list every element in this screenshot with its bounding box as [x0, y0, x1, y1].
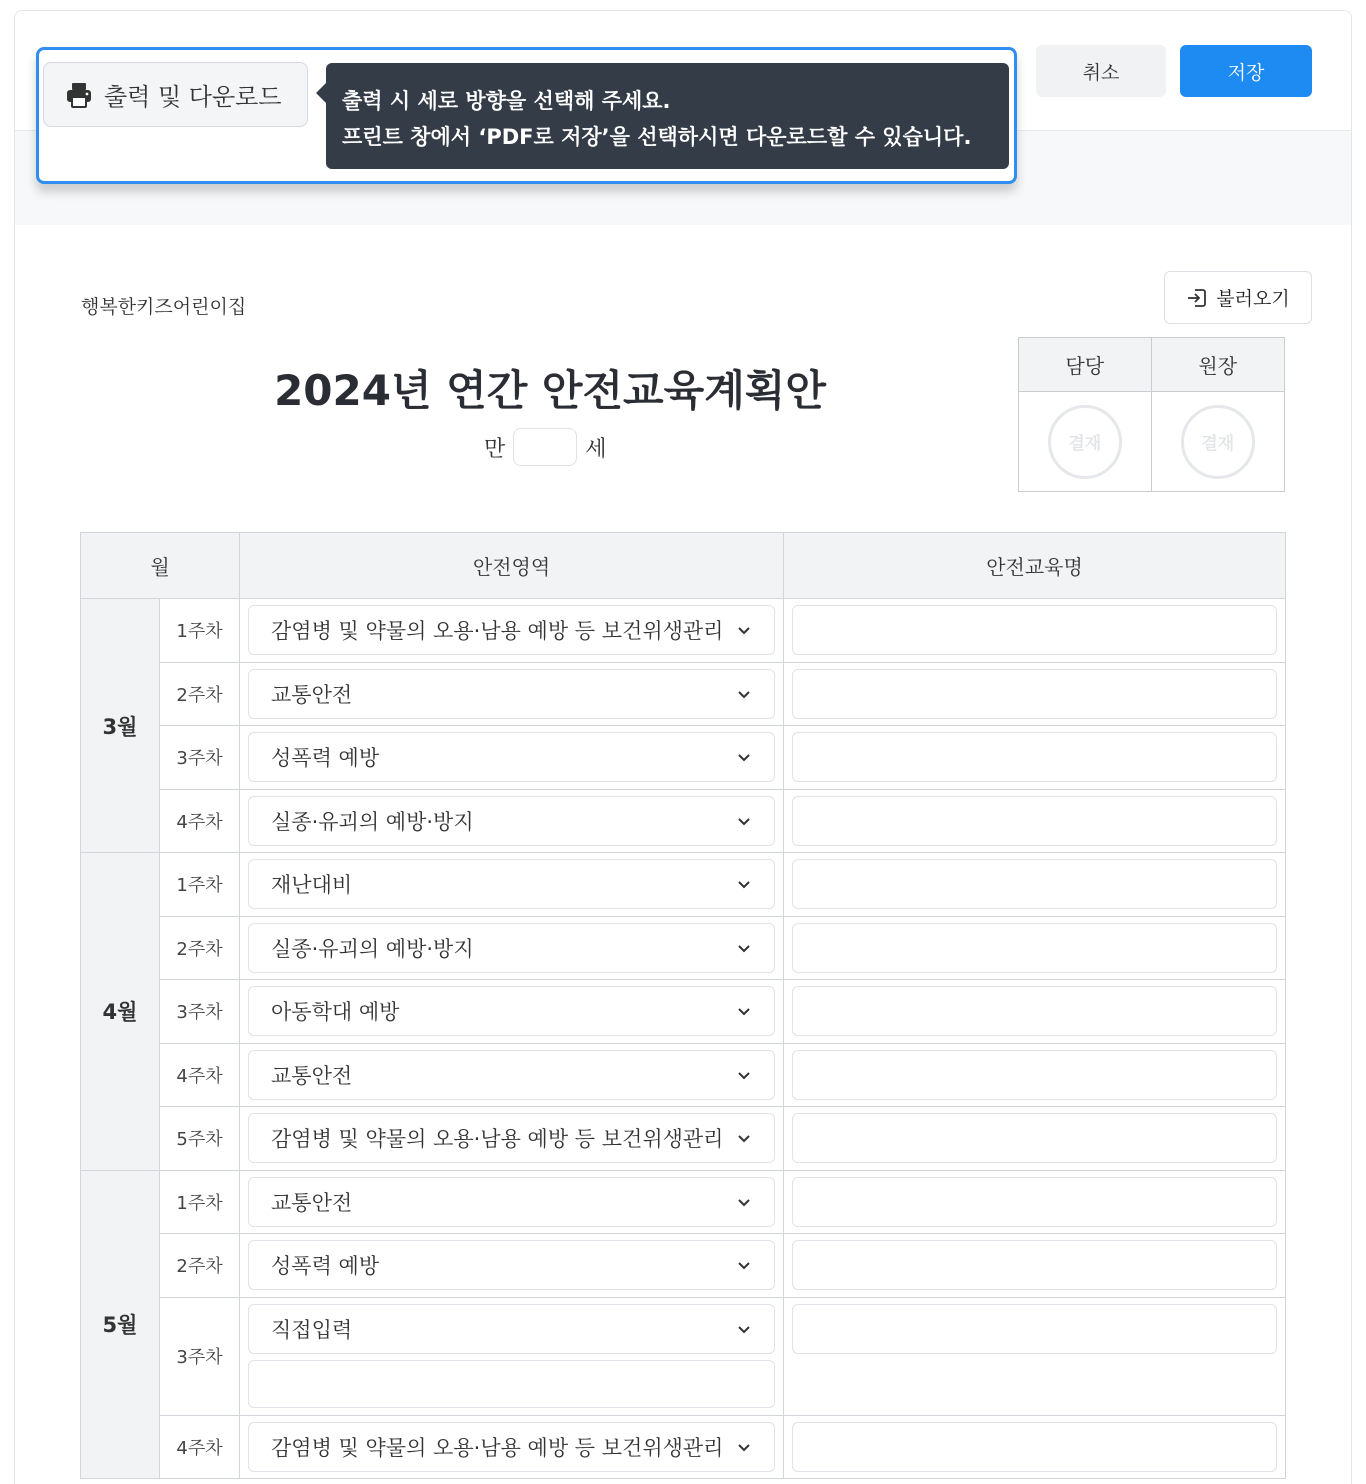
education-name-input[interactable]	[792, 1240, 1277, 1290]
area-select-value: 재난대비	[271, 873, 353, 898]
area-select-value: 성폭력 예방	[271, 1254, 380, 1279]
table-header-row	[81, 533, 1286, 599]
area-select[interactable]	[248, 859, 775, 909]
age-row	[484, 428, 607, 466]
table-row	[81, 726, 1286, 790]
area-select[interactable]	[248, 605, 775, 655]
table-row	[81, 662, 1286, 726]
printer-icon	[64, 80, 94, 110]
week-cell: 4주차	[160, 1415, 240, 1479]
organization-name: 행복한키즈어린이집	[81, 296, 247, 318]
education-name-input[interactable]	[792, 605, 1277, 655]
print-download-label: 출력 및 다운로드	[104, 83, 282, 111]
area-select-value: 감염병 및 약물의 오용·남용 예방 등 보건위생관리	[271, 1127, 724, 1152]
name-cell	[784, 1297, 1286, 1415]
table-row	[81, 1043, 1286, 1107]
week-cell: 1주차	[160, 599, 240, 663]
week-cell: 2주차	[160, 1234, 240, 1298]
name-cell	[784, 916, 1286, 980]
name-cell	[784, 1415, 1286, 1479]
area-select[interactable]	[248, 1304, 775, 1354]
education-name-input[interactable]	[792, 1422, 1277, 1472]
area-select[interactable]	[248, 732, 775, 782]
week-cell: 2주차	[160, 916, 240, 980]
education-name-input[interactable]	[792, 923, 1277, 973]
area-cell	[240, 726, 784, 790]
area-select-value: 감염병 및 약물의 오용·남용 예방 등 보건위생관리	[271, 1435, 724, 1460]
print-highlight-overlay	[36, 47, 1017, 184]
age-prefix: 만	[484, 436, 506, 462]
education-name-input[interactable]	[792, 1050, 1277, 1100]
area-select[interactable]	[248, 1422, 775, 1472]
name-cell	[784, 662, 1286, 726]
education-name-input[interactable]	[792, 1113, 1277, 1163]
chevron-down-icon	[736, 1439, 752, 1455]
header-area: 안전영역	[240, 533, 784, 599]
area-select-value: 감염병 및 약물의 오용·남용 예방 등 보건위생관리	[271, 619, 724, 644]
tooltip-line-1: 출력 시 세로 방향을 선택해 주세요.	[342, 89, 671, 113]
age-input[interactable]	[513, 428, 577, 466]
name-cell	[784, 1107, 1286, 1171]
header-month: 월	[81, 533, 240, 599]
area-select[interactable]	[248, 796, 775, 846]
print-tooltip	[326, 63, 1009, 169]
area-select[interactable]	[248, 986, 775, 1036]
area-cell	[240, 1170, 784, 1234]
table-row	[81, 1170, 1286, 1234]
chevron-down-icon	[736, 813, 752, 829]
custom-area-input[interactable]	[248, 1360, 775, 1408]
week-cell: 1주차	[160, 853, 240, 917]
education-name-input[interactable]	[792, 859, 1277, 909]
print-download-button[interactable]	[43, 62, 308, 127]
week-cell: 3주차	[160, 1297, 240, 1415]
chevron-down-icon	[736, 1003, 752, 1019]
chevron-down-icon	[736, 1130, 752, 1146]
tooltip-line-2: 프린트 창에서 ‘PDF로 저장’을 선택하시면 다운로드할 수 있습니다.	[342, 125, 972, 149]
chevron-down-icon	[736, 1194, 752, 1210]
week-cell: 1주차	[160, 1170, 240, 1234]
area-cell	[240, 789, 784, 853]
chevron-down-icon	[736, 1321, 752, 1337]
load-button[interactable]	[1164, 271, 1312, 324]
approval-box	[1018, 337, 1285, 492]
chevron-down-icon	[736, 940, 752, 956]
area-cell	[240, 916, 784, 980]
table-row	[81, 1107, 1286, 1171]
area-cell	[240, 599, 784, 663]
area-cell	[240, 1415, 784, 1479]
area-select-value: 교통안전	[271, 1190, 353, 1215]
education-name-input[interactable]	[792, 732, 1277, 782]
area-cell	[240, 853, 784, 917]
age-suffix: 세	[585, 436, 607, 462]
approval-stamp: 결재	[1181, 405, 1255, 479]
chevron-down-icon	[736, 622, 752, 638]
chevron-down-icon	[736, 686, 752, 702]
area-select[interactable]	[248, 923, 775, 973]
import-icon	[1186, 287, 1208, 309]
area-select-value: 실종·유괴의 예방·방지	[271, 936, 474, 961]
name-cell	[784, 1043, 1286, 1107]
safety-plan-table	[80, 532, 1286, 1479]
area-select[interactable]	[248, 1177, 775, 1227]
table-row	[81, 599, 1286, 663]
name-cell	[784, 599, 1286, 663]
cancel-button[interactable]: 취소	[1036, 45, 1166, 97]
education-name-input[interactable]	[792, 796, 1277, 846]
education-name-input[interactable]	[792, 1177, 1277, 1227]
name-cell	[784, 1170, 1286, 1234]
table-body	[81, 599, 1286, 1479]
month-cell: 4월	[81, 853, 160, 1171]
name-cell	[784, 980, 1286, 1044]
name-cell	[784, 726, 1286, 790]
area-select-value: 직접입력	[271, 1318, 353, 1342]
approval-header-manager: 담당	[1019, 338, 1152, 392]
table-row	[81, 1234, 1286, 1298]
area-cell	[240, 1107, 784, 1171]
week-cell: 5주차	[160, 1107, 240, 1171]
education-name-input[interactable]	[792, 1304, 1277, 1354]
area-select-value: 성폭력 예방	[271, 746, 380, 771]
save-button[interactable]: 저장	[1180, 45, 1312, 97]
table-row	[81, 1297, 1286, 1415]
area-select-value: 아동학대 예방	[271, 1000, 400, 1025]
area-select[interactable]	[248, 1050, 775, 1100]
chevron-down-icon	[736, 749, 752, 765]
week-cell: 2주차	[160, 662, 240, 726]
area-cell	[240, 662, 784, 726]
area-cell	[240, 980, 784, 1044]
name-cell	[784, 789, 1286, 853]
education-name-input[interactable]	[792, 986, 1277, 1036]
education-name-input[interactable]	[792, 669, 1277, 719]
area-cell	[240, 1043, 784, 1107]
month-cell: 3월	[81, 599, 160, 853]
approval-stamp: 결재	[1048, 405, 1122, 479]
table-row	[81, 1415, 1286, 1479]
chevron-down-icon	[736, 1067, 752, 1083]
month-cell: 5월	[81, 1170, 160, 1479]
approval-header-director: 원장	[1152, 338, 1285, 392]
week-cell: 3주차	[160, 726, 240, 790]
name-cell	[784, 853, 1286, 917]
approval-cell-manager[interactable]	[1019, 392, 1152, 491]
table-row	[81, 980, 1286, 1044]
approval-cell-director[interactable]	[1152, 392, 1285, 491]
chevron-down-icon	[736, 876, 752, 892]
table-row	[81, 789, 1286, 853]
area-select[interactable]	[248, 669, 775, 719]
area-select[interactable]	[248, 1240, 775, 1290]
area-select-value: 교통안전	[271, 1063, 353, 1088]
load-button-label: 불러오기	[1216, 288, 1290, 310]
table-row	[81, 853, 1286, 917]
area-cell	[240, 1297, 784, 1415]
area-select[interactable]	[248, 1113, 775, 1163]
page-title: 2024년 연간 안전교육계획안	[274, 366, 826, 415]
area-select-value: 실종·유괴의 예방·방지	[271, 809, 474, 834]
name-cell	[784, 1234, 1286, 1298]
week-cell: 4주차	[160, 789, 240, 853]
chevron-down-icon	[736, 1257, 752, 1273]
area-cell	[240, 1234, 784, 1298]
table-row	[81, 916, 1286, 980]
area-select-value: 교통안전	[271, 682, 353, 707]
header-name: 안전교육명	[784, 533, 1286, 599]
week-cell: 3주차	[160, 980, 240, 1044]
week-cell: 4주차	[160, 1043, 240, 1107]
